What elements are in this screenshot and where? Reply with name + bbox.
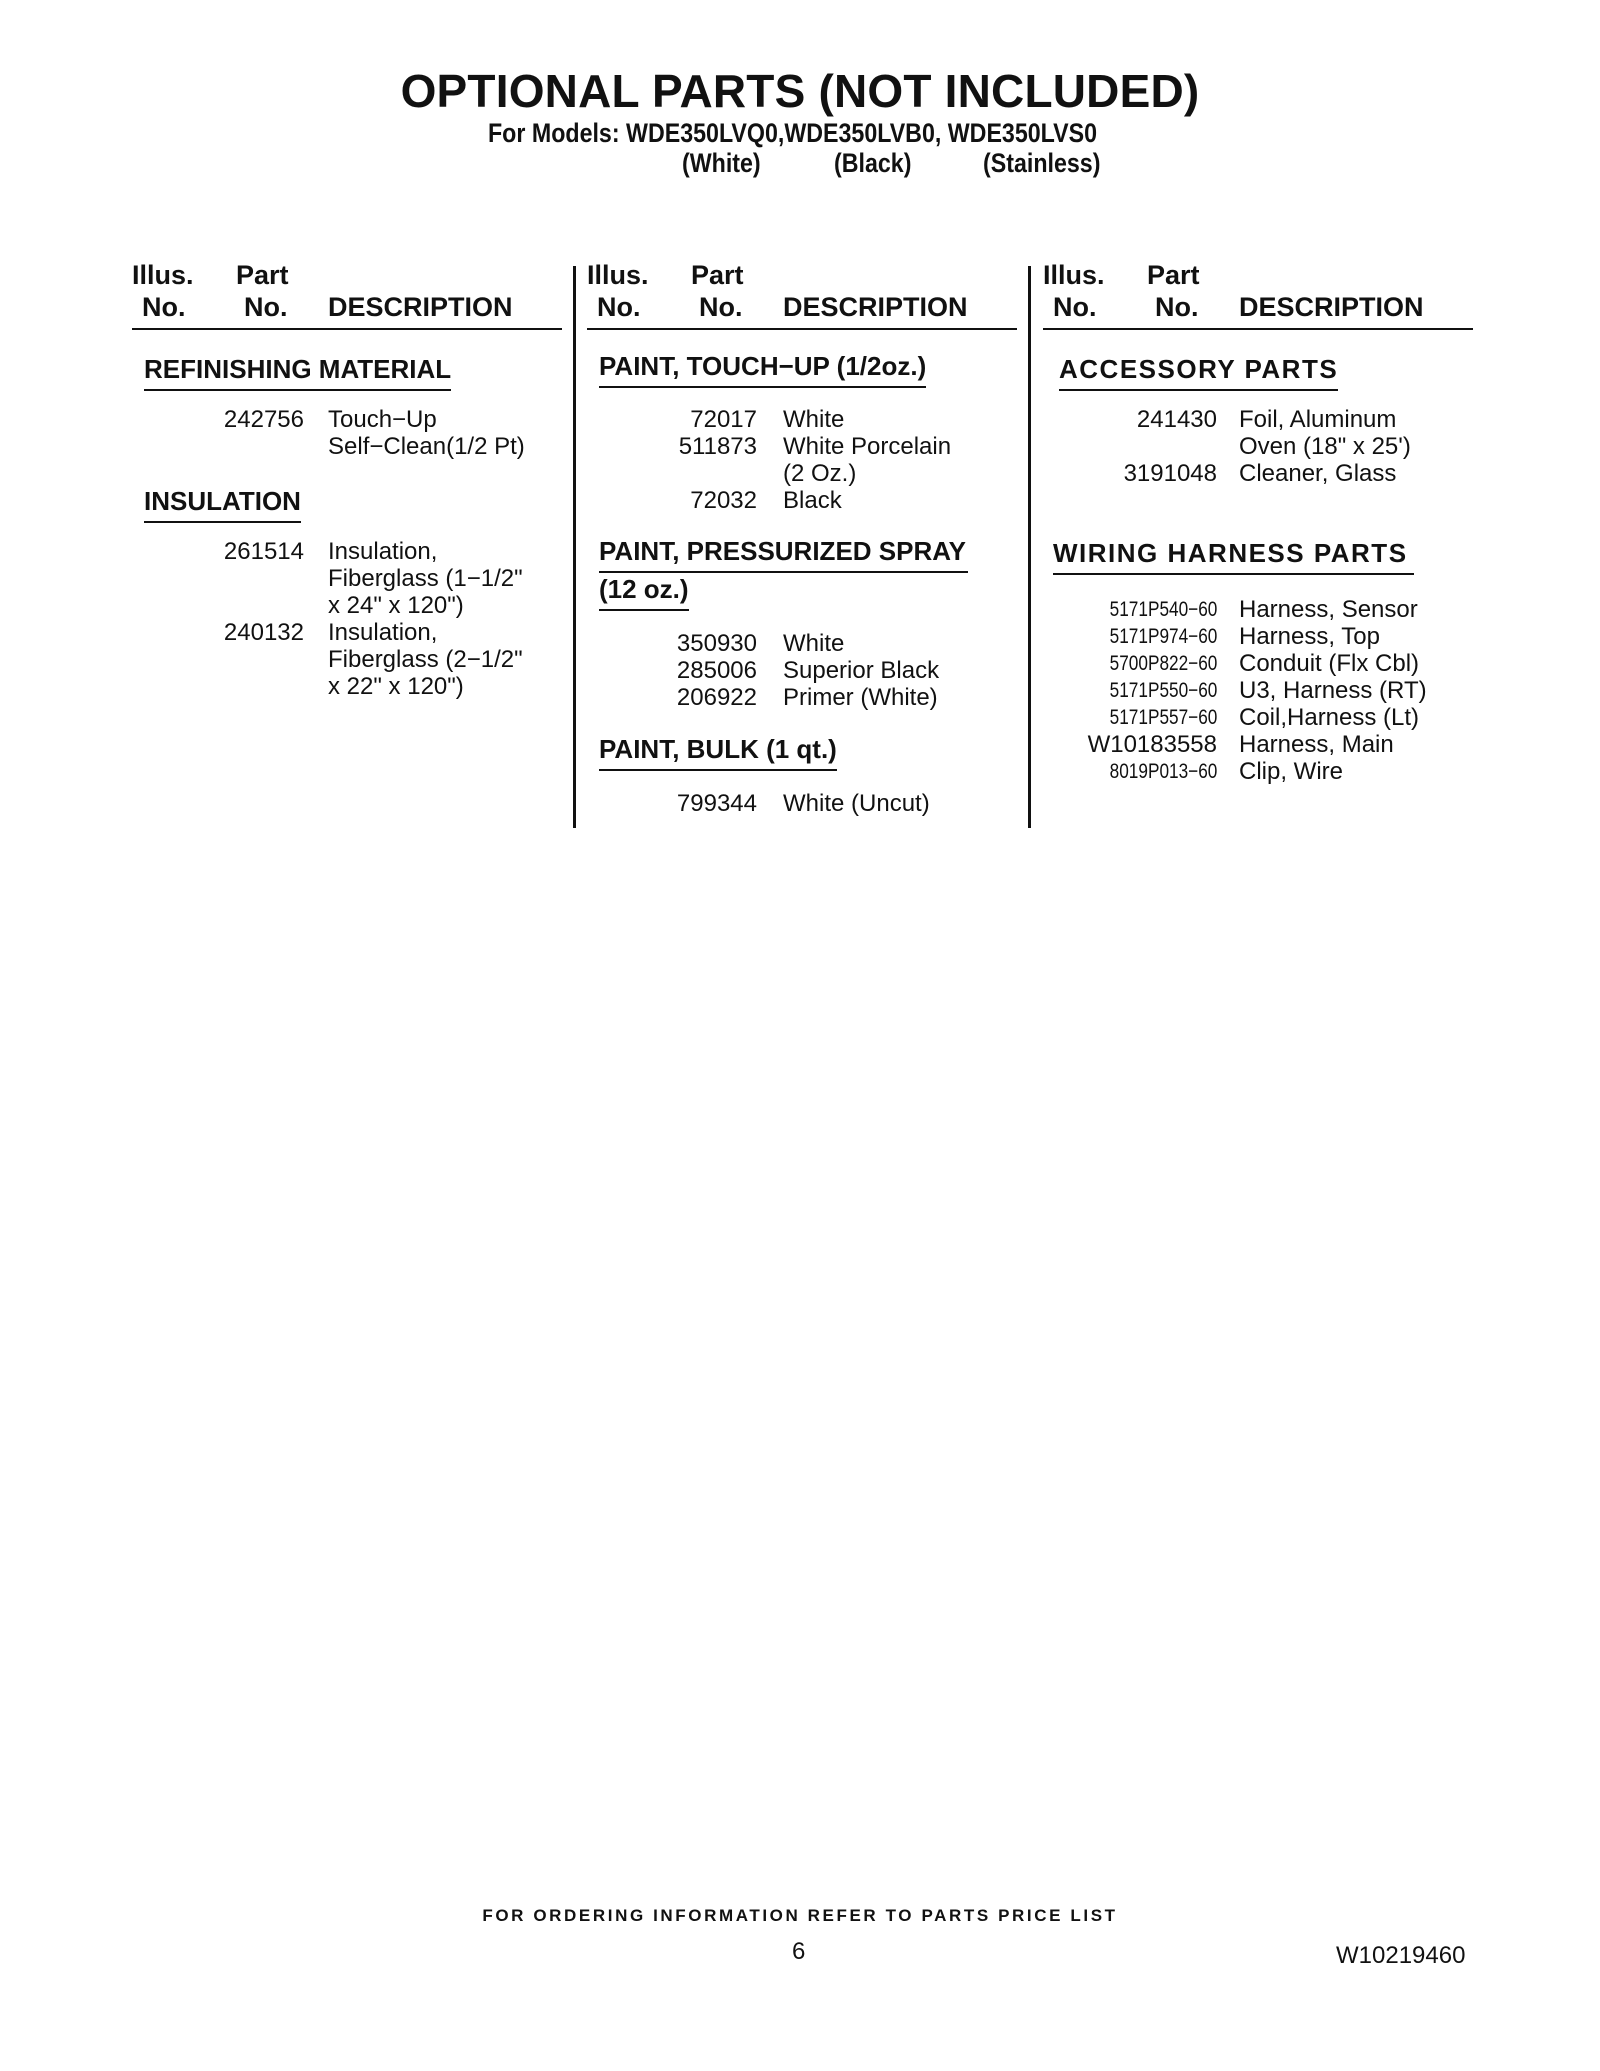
column-2: Illus. No. Part No. DESCRIPTION PAINT, TOUCH−UP (1/2oz.) 72017 White 511873 White Porcelain (2 Oz.) 72032 Black PAINT, PRESSURIZED SPRAY (12 oz.) 350930 White 285006 Superior Black 206922 Primer (White) PAINT, BULK (1 qt.) 799344 White (Uncut) — [587, 258, 1017, 330]
part-number: 5171P974−60 — [1109, 625, 1217, 648]
section-paint-pressurized-spray: PAINT, PRESSURIZED SPRAY — [599, 536, 968, 573]
header-part: Part — [691, 260, 744, 290]
section-insulation: INSULATION — [144, 486, 301, 523]
header-illus: Illus. — [587, 260, 649, 290]
section-paint-touch-up: PAINT, TOUCH−UP (1/2oz.) — [599, 351, 926, 388]
header-part-no: No. — [244, 292, 288, 322]
section-wiring-harness-parts: WIRING HARNESS PARTS — [1053, 538, 1414, 575]
part-number: 242756 — [223, 406, 304, 433]
column-header — [587, 258, 1017, 330]
part-number: 285006 — [676, 657, 757, 684]
header-part-no: No. — [1155, 292, 1199, 322]
models-subtitle: For Models: WDE350LVQ0,WDE350LVB0, WDE350LVS0 — [488, 118, 1098, 148]
part-number: 72032 — [690, 487, 757, 514]
page-number: 6 — [792, 1938, 806, 1965]
ordering-footer: FOR ORDERING INFORMATION REFER TO PARTS PRICE LIST — [482, 1906, 1118, 1925]
column-divider — [1028, 266, 1031, 828]
column-header — [1043, 258, 1473, 330]
part-number: W10183558 — [1087, 731, 1217, 758]
header-illus: Illus. — [132, 260, 194, 290]
part-number: 5700P822−60 — [1109, 652, 1217, 675]
color-label-white: (White) — [682, 148, 761, 178]
section-paint-bulk: PAINT, BULK (1 qt.) — [599, 734, 837, 771]
header-illus: Illus. — [1043, 260, 1105, 290]
header-illus-no: No. — [142, 292, 186, 322]
header-description: DESCRIPTION — [1239, 292, 1424, 322]
part-number: 799344 — [676, 790, 757, 817]
header-description: DESCRIPTION — [328, 292, 513, 322]
header-illus-no: No. — [1053, 292, 1097, 322]
color-label-stainless: (Stainless) — [983, 148, 1101, 178]
part-number: 240132 — [223, 619, 304, 646]
part-number: 241430 — [1136, 406, 1217, 433]
section-accessory-parts: ACCESSORY PARTS — [1059, 354, 1338, 391]
part-number: 5171P557−60 — [1109, 706, 1217, 729]
header-part: Part — [1147, 260, 1200, 290]
header-part-no: No. — [699, 292, 743, 322]
header-description: DESCRIPTION — [783, 292, 968, 322]
section-refinishing-material: REFINISHING MATERIAL — [144, 354, 451, 391]
document-number: W10219460 — [1336, 1942, 1466, 1969]
part-number: 511873 — [678, 433, 757, 460]
part-number: 72017 — [690, 406, 757, 433]
header-illus-no: No. — [597, 292, 641, 322]
column-divider — [573, 266, 576, 828]
part-number: 8019P013−60 — [1109, 760, 1217, 783]
part-number: 3191048 — [1123, 460, 1217, 487]
page-title: OPTIONAL PARTS (NOT INCLUDED) — [400, 65, 1200, 117]
part-number: 5171P550−60 — [1109, 679, 1217, 702]
part-number: 5171P540−60 — [1109, 598, 1217, 621]
part-number: 350930 — [676, 630, 757, 657]
column-3: Illus. No. Part No. DESCRIPTION ACCESSORY PARTS 241430 Foil, Aluminum Oven (18" x 25') 3191048 Cleaner, Glass WIRING HARNESS PARTS 5171P540−60 Harness, Sensor 5171P974−60 Harness, Top 5700P822−60 Conduit (Flx Cbl) 5171P550−60 U3, Harness (RT) 5171P557−60 Coil,Harness (Lt) W10183558 Harness, Main 8019P013−60 Clip, Wire — [1043, 258, 1473, 330]
header-part: Part — [236, 260, 289, 290]
part-number: 261514 — [223, 538, 304, 565]
column-1: Illus. No. Part No. DESCRIPTION REFINISHING MATERIAL 242756 Touch−Up Self−Clean(1/2 Pt) INSULATION 261514 Insulation, Fiberglass (1−1/2" x 24" x 120") 240132 Insulation, Fiberglass (2−1/2" x 22" x 120") — [132, 258, 562, 330]
column-header — [132, 258, 562, 330]
color-label-black: (Black) — [834, 148, 912, 178]
part-number: 206922 — [676, 684, 757, 711]
section-paint-pressurized-spray-size: (12 oz.) — [599, 574, 689, 611]
